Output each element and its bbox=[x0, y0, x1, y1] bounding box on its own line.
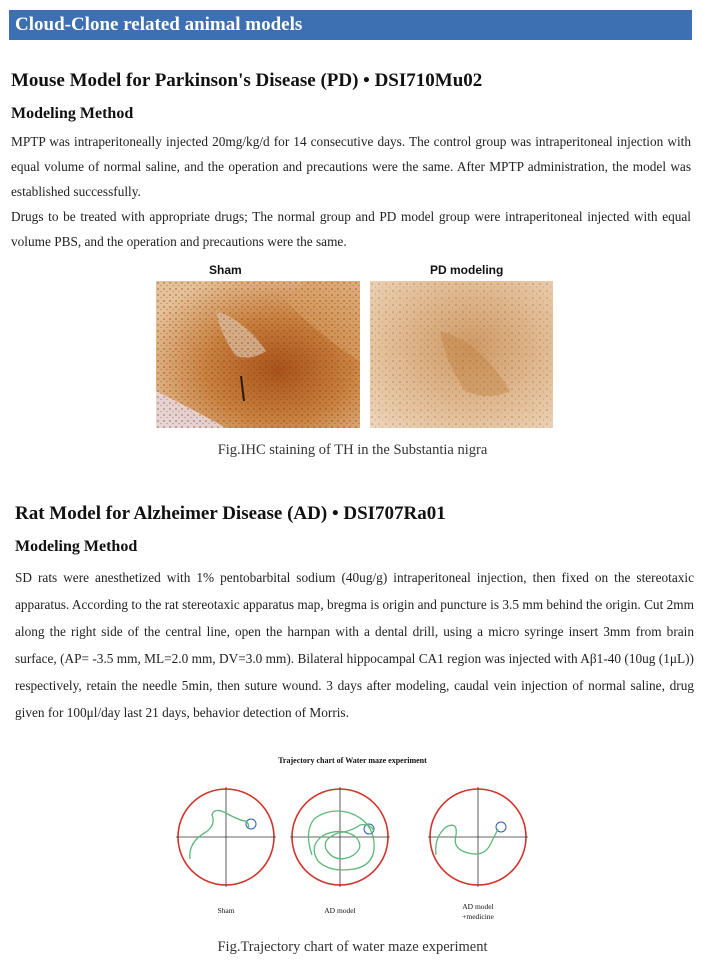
ihc-image-pd-modeling bbox=[370, 281, 553, 428]
ad-method-heading: Modeling Method bbox=[15, 538, 138, 555]
ihc-figure-caption: Fig.IHC staining of TH in the Substantia nigra bbox=[217, 442, 488, 458]
water-maze-figure-caption: Fig.Trajectory chart of water maze experiment bbox=[217, 939, 488, 955]
section-banner: Cloud-Clone related animal models bbox=[9, 10, 692, 40]
water-maze-title: Trajectory chart of Water maze experiment bbox=[278, 756, 427, 765]
maze-label-medicine-line2: +medicine bbox=[462, 912, 494, 921]
pd-model-title: Mouse Model for Parkinson's Disease (PD) • DSI710Mu02 bbox=[11, 70, 483, 91]
ihc-label-sham: Sham bbox=[209, 263, 242, 277]
ihc-label-pd-modeling: PD modeling bbox=[430, 263, 504, 277]
maze-diagram-ad-model bbox=[290, 787, 390, 887]
maze-diagram-ad-model-medicine bbox=[428, 787, 528, 887]
maze-label-ad-model-line1: AD model bbox=[462, 902, 494, 911]
ad-model-title: Rat Model for Alzheimer Disease (AD) • DSI707Ra01 bbox=[15, 503, 446, 524]
ad-method-paragraph: SD rats were anesthetized with 1% pentobarbital sodium (40ug/g) intraperitoneal injection, then fixed on the stereotaxic apparatus. According to the rat stereotaxic apparatus map, bregma is origin and puncture is 3.5 mm behind the origin. Cut 2mm along the right side of the central line, open the harnpan with a dental drill, using a micro syringe insert 3mm from brain surface, (AP= -3.5 mm, ML=2.0 mm, DV=3.0 mm). Bilateral hippocampal CA1 region was injected with Aβ1-40 (10ug (1μL)) respectively, retain the needle 5min, then suture wound. 3 days after modeling, caudal vein injection of normal saline, drug given for 100μl/day last 21 days, behavior detection of Morris. bbox=[15, 570, 694, 720]
maze-label-ad-model-medicine bbox=[448, 902, 508, 922]
ihc-image-sham bbox=[156, 281, 360, 428]
maze-label-ad-model: AD model bbox=[324, 906, 356, 915]
pd-method-paragraph-1: MPTP was intraperitoneally injected 20mg/kg/d for 14 consecutive days. The control group was intraperitoneal injection with equal volume of normal saline, and the operation and precautions were the same. After MPTP administration, the model was established successfully. bbox=[11, 134, 691, 199]
pd-method-heading: Modeling Method bbox=[11, 105, 134, 122]
maze-diagram-sham bbox=[176, 787, 276, 887]
pd-method-paragraph-2: Drugs to be treated with appropriate drugs; The normal group and PD model group were intraperitoneal injected with equal volume PBS, and the operation and precautions were the same. bbox=[11, 209, 691, 249]
maze-label-sham: Sham bbox=[217, 906, 235, 915]
